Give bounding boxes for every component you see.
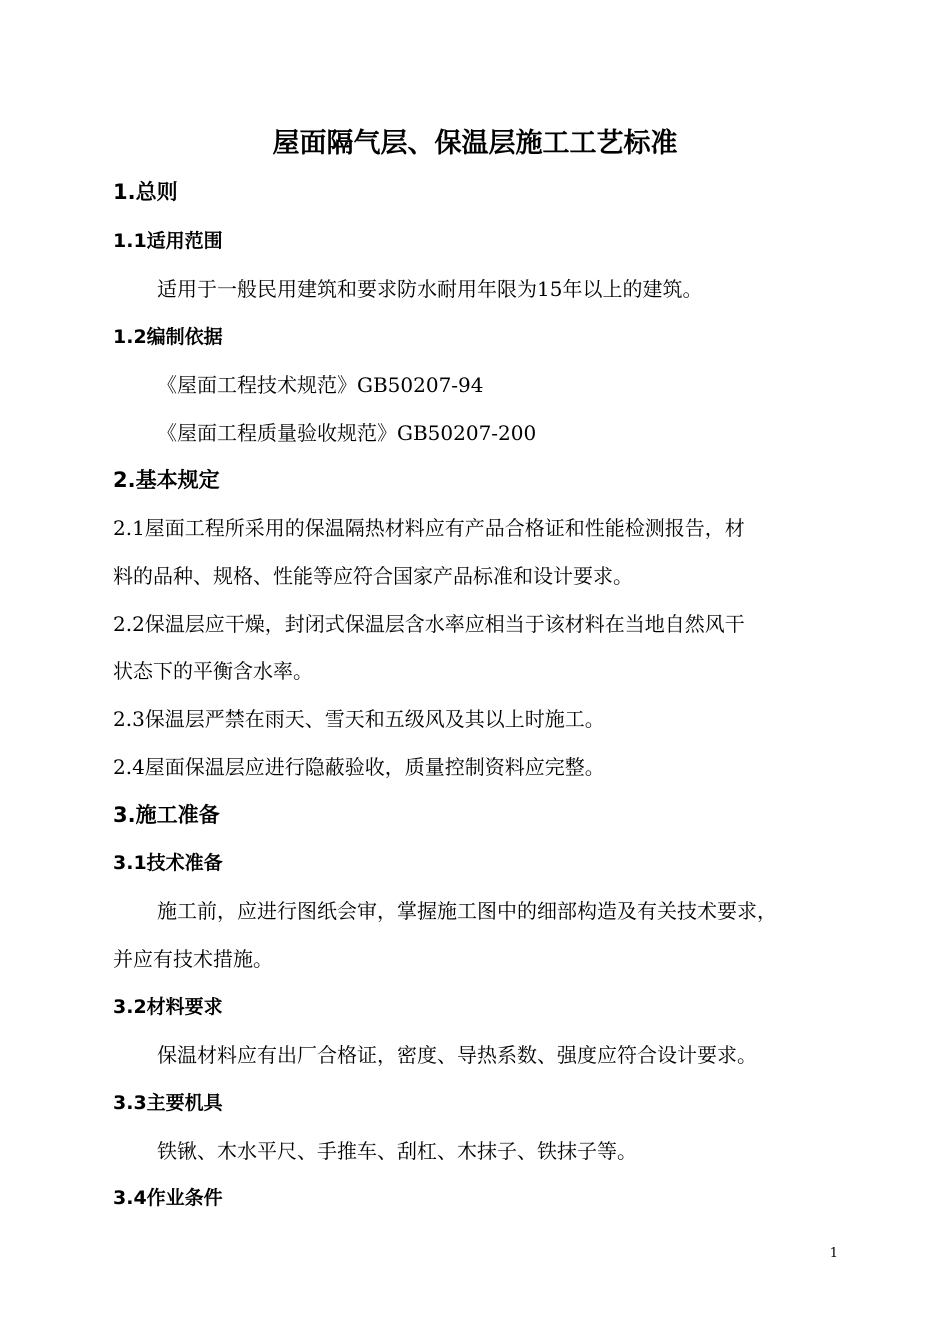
reference-1: 《屋面工程技术规范》GB50207-94 bbox=[157, 373, 484, 397]
paragraph-2-1-line-1: 2.1屋面工程所采用的保温隔热材料应有产品合格证和性能检测报告，材 bbox=[113, 516, 745, 540]
section-heading-1: 1.总则 bbox=[113, 180, 178, 204]
paragraph-3-3: 铁锹、木水平尺、手推车、刮杠、木抹子、铁抹子等。 bbox=[157, 1139, 637, 1163]
subsection-heading-3-1: 3.1技术准备 bbox=[113, 852, 223, 874]
paragraph-1-1: 适用于一般民用建筑和要求防水耐用年限为15年以上的建筑。 bbox=[157, 277, 703, 301]
subsection-heading-1-1: 1.1适用范围 bbox=[113, 230, 223, 252]
section-heading-2: 2.基本规定 bbox=[113, 468, 220, 492]
paragraph-3-2: 保温材料应有出厂合格证，密度、导热系数、强度应符合设计要求。 bbox=[157, 1043, 757, 1067]
paragraph-3-1-line-1: 施工前，应进行图纸会审，掌握施工图中的细部构造及有关技术要求， bbox=[157, 899, 777, 923]
paragraph-2-3: 2.3保温层严禁在雨天、雪天和五级风及其以上时施工。 bbox=[113, 707, 605, 731]
reference-2: 《屋面工程质量验收规范》GB50207-200 bbox=[157, 421, 537, 445]
subsection-heading-3-3: 3.3主要机具 bbox=[113, 1092, 223, 1114]
subsection-heading-1-2: 1.2编制依据 bbox=[113, 326, 223, 348]
paragraph-3-1-line-2: 并应有技术措施。 bbox=[113, 947, 273, 971]
paragraph-2-1-line-2: 料的品种、规格、性能等应符合国家产品标准和设计要求。 bbox=[113, 564, 633, 588]
section-heading-3: 3.施工准备 bbox=[113, 803, 220, 827]
paragraph-2-2-line-2: 状态下的平衡含水率。 bbox=[113, 659, 313, 683]
paragraph-2-2-line-1: 2.2保温层应干燥，封闭式保温层含水率应相当于该材料在当地自然风干 bbox=[113, 612, 745, 636]
page-number: 1 bbox=[829, 1246, 838, 1261]
document-title: 屋面隔气层、保温层施工工艺标准 bbox=[272, 128, 678, 159]
subsection-heading-3-2: 3.2材料要求 bbox=[113, 996, 223, 1018]
subsection-heading-3-4: 3.4作业条件 bbox=[113, 1187, 223, 1209]
paragraph-2-4: 2.4屋面保温层应进行隐蔽验收，质量控制资料应完整。 bbox=[113, 755, 605, 779]
